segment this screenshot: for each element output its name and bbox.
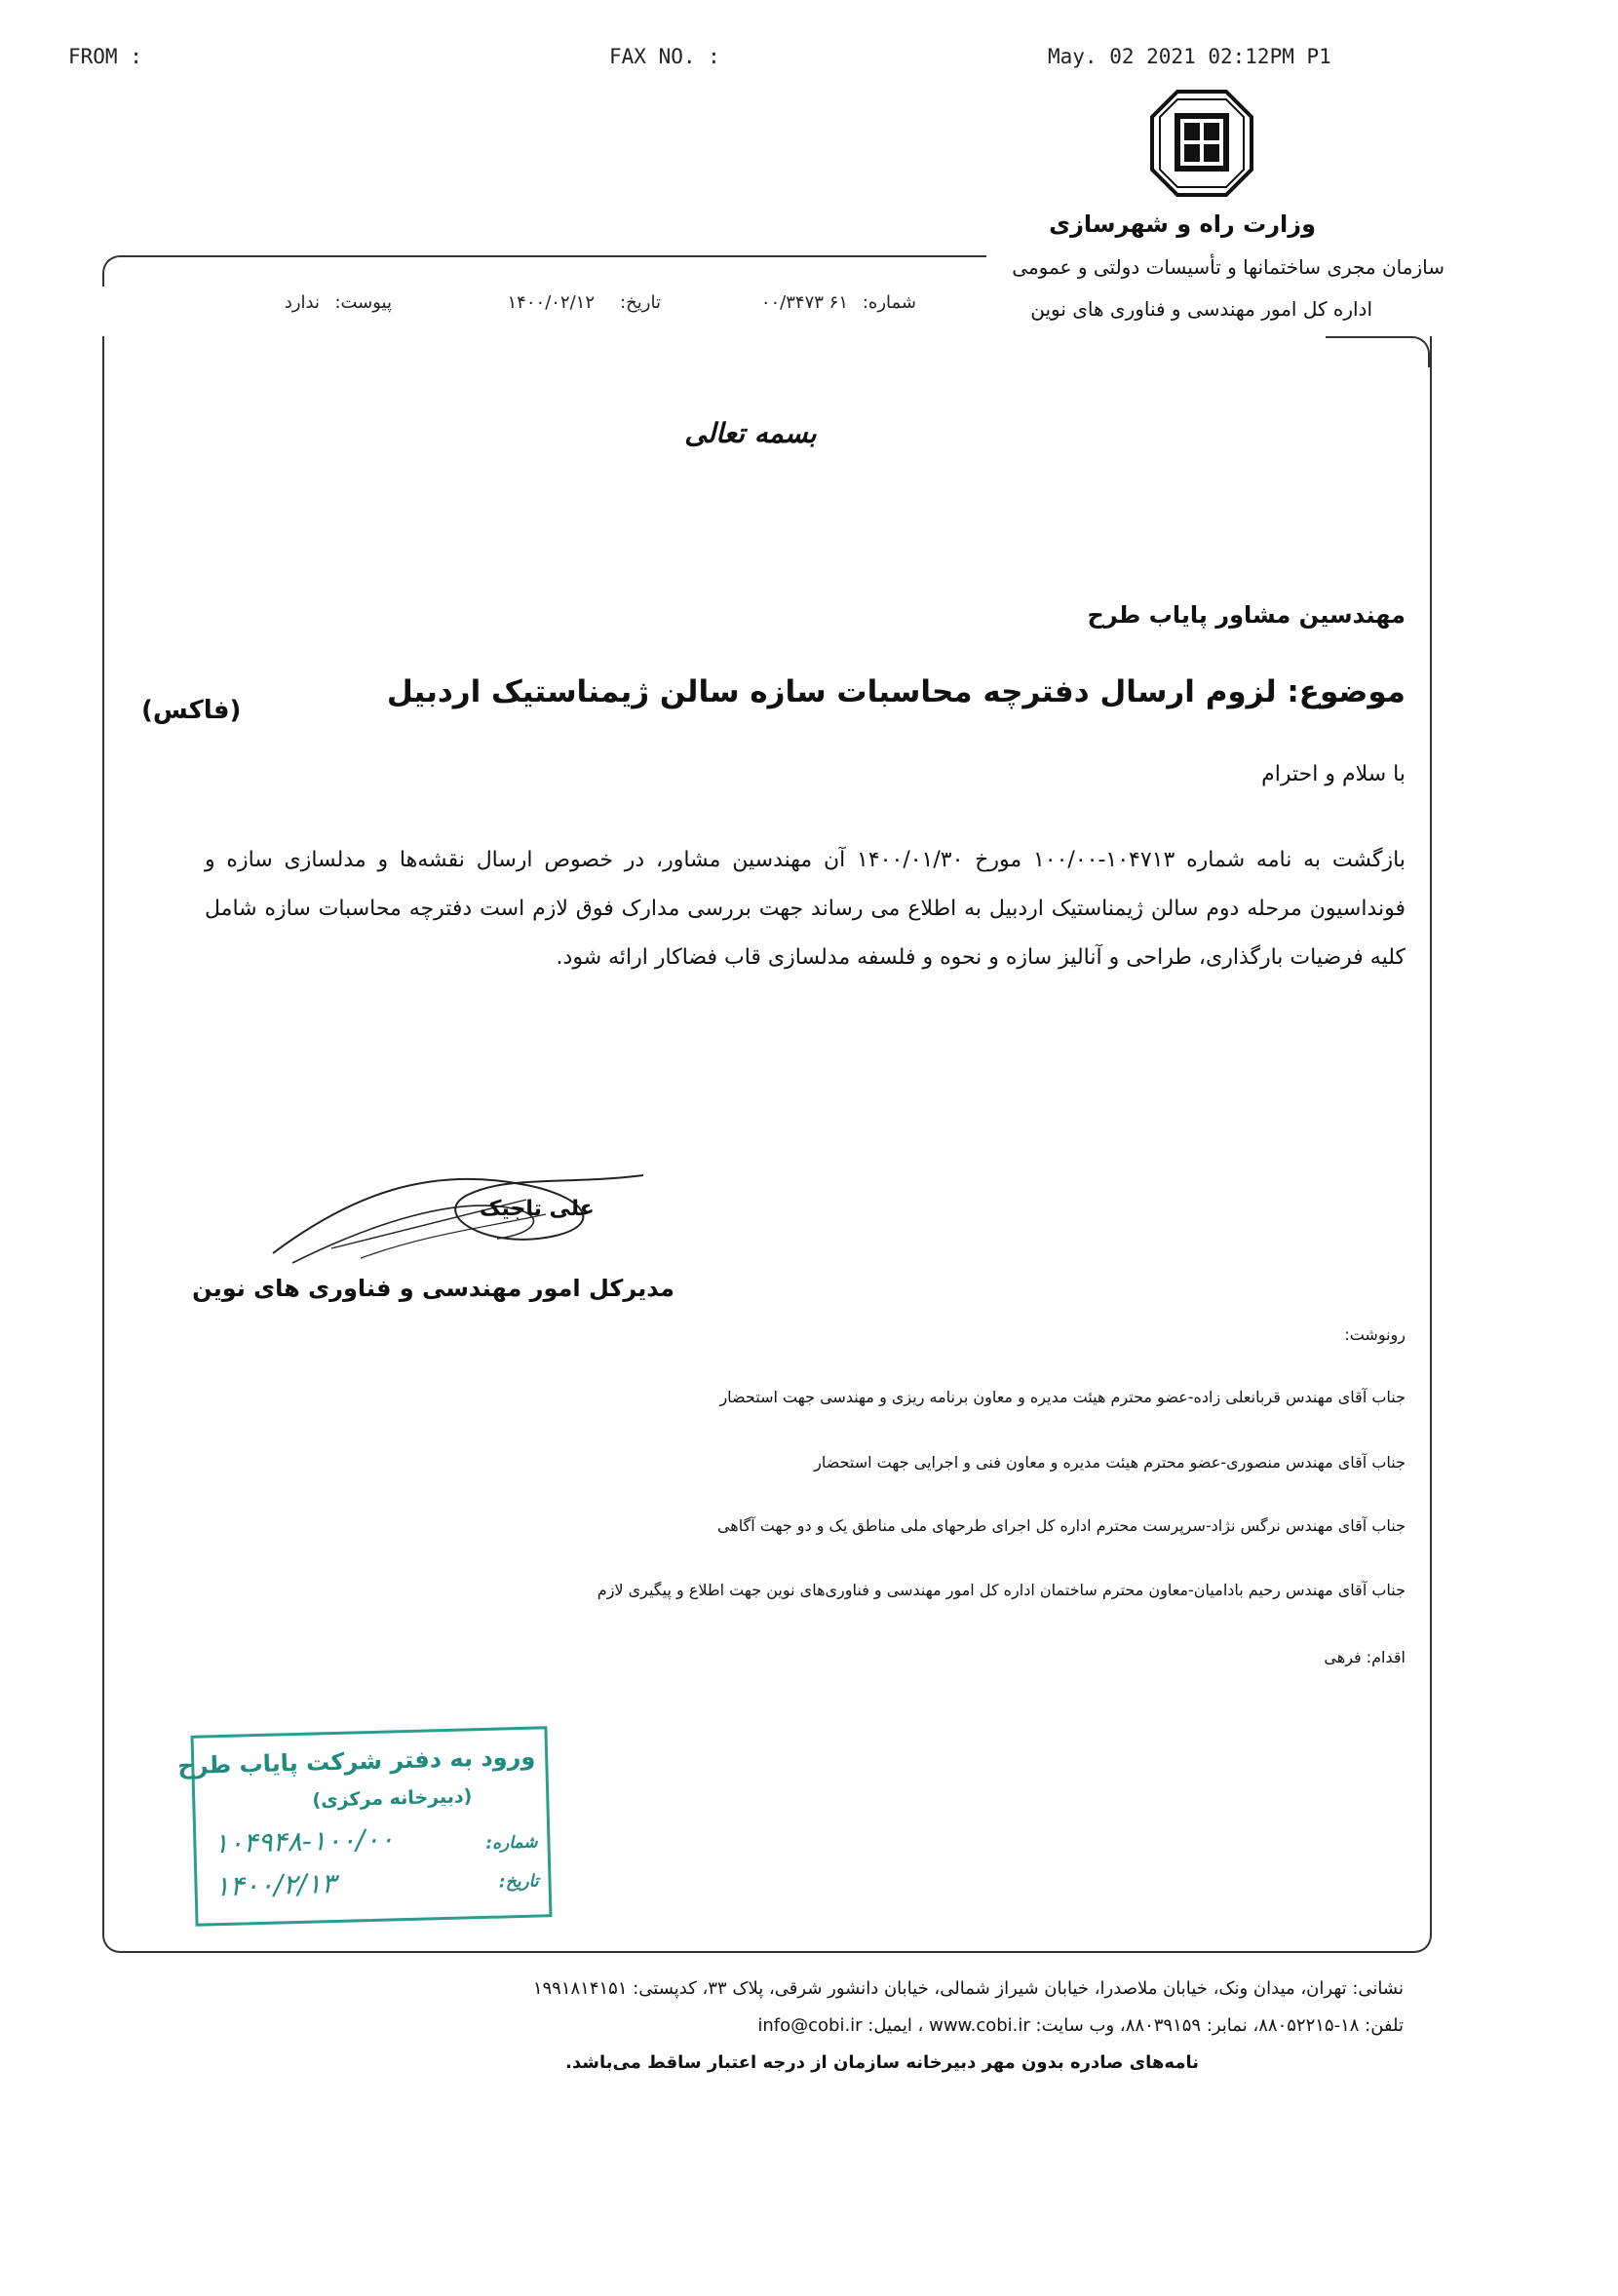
letter-meta-row	[136, 292, 916, 322]
letter-frame	[102, 336, 1432, 1953]
signer-name: علی تاجیک	[480, 1197, 595, 1221]
cc-heading: رونوشت:	[1344, 1325, 1406, 1344]
signer-title: مدیرکل امور مهندسی و فناوری های نوین	[192, 1275, 674, 1302]
letter-frame-top-left	[102, 255, 986, 287]
stamp-number-label: شماره:	[485, 1832, 538, 1854]
stamp-date-label: تاریخ:	[498, 1871, 539, 1893]
fax-from: FROM :	[68, 45, 142, 68]
letter-date-value: ۱۴۰۰/۰۲/۱۲	[507, 292, 595, 313]
fax-datetime-page: May. 02 2021 02:12PM P1	[1048, 45, 1331, 68]
stamp-number-value: ۱۰۴۹۴۸-۱۰۰/۰۰	[212, 1822, 395, 1860]
ministry-name: وزارت راه و شهرسازی	[1049, 210, 1316, 238]
cc-line: اقدام: فرهی	[1324, 1648, 1406, 1666]
footer-note: نامه‌های صادره بدون مهر دبیرخانه سازمان از درجه اعتبار ساقط می‌باشد.	[565, 2052, 1199, 2073]
attachment-value: ندارد	[284, 292, 320, 313]
stamp-title: ورود به دفتر شرکت پایاب طرح	[176, 1742, 536, 1780]
fax-header	[0, 45, 1618, 74]
handwritten-signature-icon	[234, 1156, 682, 1273]
bismillah: بسمه تعالی	[684, 417, 817, 449]
stamp-date-value: ۱۴۰۰/۲/۱۳	[214, 1866, 337, 1903]
department-name: اداره کل امور مهندسی و فناوری های نوین	[1030, 297, 1372, 321]
cc-line: جناب آقای مهندس منصوری-عضو محترم هیئت مدیره و معاون فنی و اجرایی جهت استحضار	[814, 1453, 1406, 1472]
subject-line: موضوع: لزوم ارسال دفترچه محاسبات سازه سالن ژیمناستیک اردبیل	[386, 674, 1406, 709]
agency-name: سازمان مجری ساختمانها و تأسیسات دولتی و عمومی	[1012, 255, 1445, 279]
letter-date-label: تاریخ:	[620, 292, 661, 313]
fax-label: (فاکس)	[141, 696, 242, 725]
attachment-label: پیوست:	[334, 292, 392, 313]
footer-address: نشانی: تهران، میدان ونک، خیابان ملاصدرا، خیابان شیراز شمالی، خیابان دانشور شرقی، پلاک ۳۳، کدپستی: ۱۹۹۱۸۱۴۱۵۱	[532, 1978, 1404, 1999]
stamp-subtitle: (دبیرخانه مرکزی)	[312, 1785, 473, 1812]
organization-logo-icon	[1148, 88, 1255, 199]
receipt-stamp	[176, 1726, 552, 1927]
cc-line: جناب آقای مهندس قربانعلی زاده-عضو محترم هیئت مدیره و معاون برنامه ریزی و مهندسی جهت استحضار	[719, 1388, 1406, 1406]
greeting: با سلام و احترام	[1261, 762, 1406, 786]
fax-number: FAX NO. :	[609, 45, 720, 68]
letter-body: بازگشت به نامه شماره ۱۰۴۷۱۳-۱۰۰/۰۰ مورخ ۱۴۰۰/۰۱/۳۰ آن مهندسین مشاور، در خصوص ارسال نقشه‌ها و مدلسازی سازه و فونداسیون مرحله دوم سالن ژیمناستیک اردبیل به اطلاع می رساند جهت بررسی مدارک فوق لازم است دفترچه محاسبات سازه شامل کلیه فرضیات بارگذاری، طراحی و آنالیز سازه و نحوه و فلسفه مدلسازی قاب فضاکار ارائه شود.	[205, 848, 1406, 970]
letter-number-label: شماره:	[862, 292, 916, 313]
letter-number-value: ۶۱ ۰۰/۳۴۷۳	[760, 292, 848, 313]
footer-contact: تلفن: ۱۸-۸۸۰۵۲۲۱۵، نمابر: ۸۸۰۳۹۱۵۹، وب سایت: www.cobi.ir ، ایمیل: info@cobi.ir	[757, 2015, 1404, 2036]
recipient: مهندسین مشاور پایاب طرح	[1087, 601, 1406, 629]
cc-line: جناب آقای مهندس نرگس نژاد-سرپرست محترم اداره کل اجرای طرحهای ملی مناطق یک و دو جهت آگاهی	[716, 1516, 1406, 1535]
cc-line: جناب آقای مهندس رحیم بادامیان-معاون محترم ساختمان اداره کل امور مهندسی و فناوری‌های نوین جهت اطلاع و پیگیری لازم	[597, 1581, 1406, 1599]
